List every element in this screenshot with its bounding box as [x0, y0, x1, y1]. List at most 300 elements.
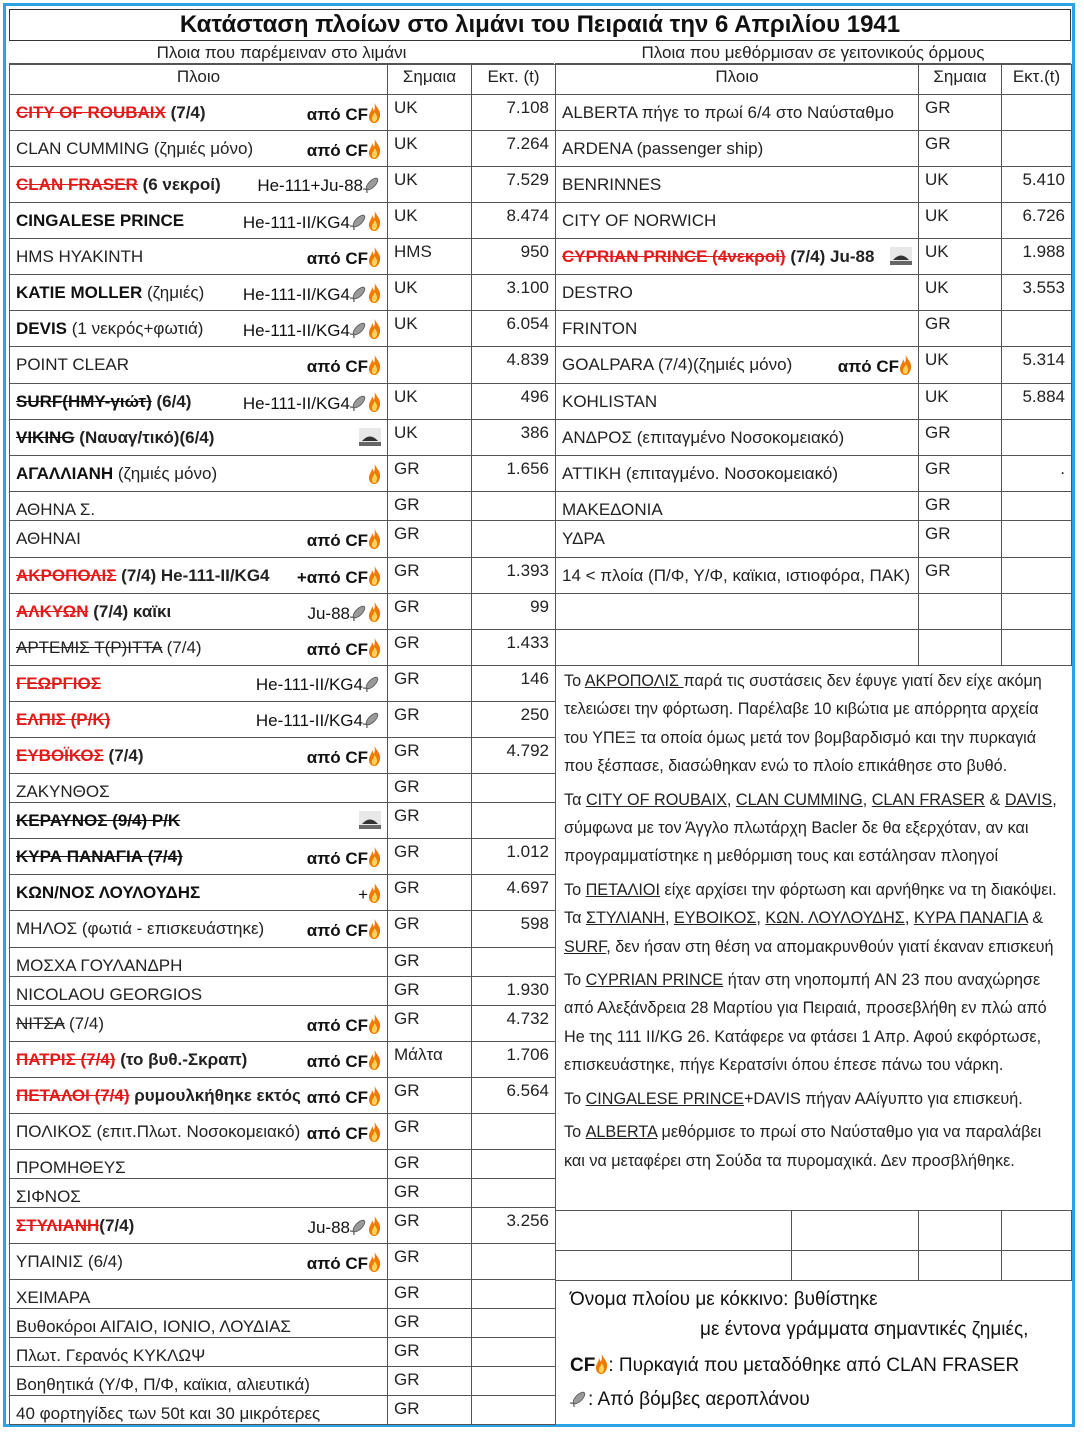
table-row: [10, 630, 556, 666]
ship-detail: (Ναυαγ/τικό)(6/4): [74, 428, 215, 447]
ship-detail: (1 νεκρός+φωτιά): [67, 319, 204, 338]
damage-cause: [307, 1122, 381, 1144]
ship-name-cell: [10, 167, 388, 203]
tonnage-cell: [472, 803, 556, 839]
empty-cell: [556, 1251, 792, 1281]
damage-cause-text: από CF: [306, 141, 368, 160]
tonnage-cell: [472, 1309, 556, 1338]
legend-cf-label: CF: [570, 1355, 596, 1376]
ship-name-cell: [10, 275, 388, 311]
flag-cell: GR: [919, 311, 1002, 347]
tonnage-cell: [472, 1280, 556, 1309]
damage-cause-text: He-111-II/KG4: [255, 675, 363, 694]
ship-name-cell: [10, 420, 388, 456]
ship-name: ΚΩΝ/ΝΟΣ ΛΟΥΛΟΥΔΗΣ: [16, 883, 201, 902]
ship-name: ΣΙΦΝΟΣ: [16, 1187, 81, 1206]
ship-name: ARDENA (passenger ship): [562, 139, 764, 158]
damage-cause: [307, 139, 381, 161]
bomb-icon: [363, 710, 381, 728]
flag-cell: UK: [388, 131, 472, 167]
ship-name: ΠΕΤΑΛΟΙ (7/4): [16, 1086, 130, 1105]
table-row: [556, 456, 1072, 492]
empty-cell: [556, 630, 919, 666]
damage-cause: [368, 464, 381, 486]
ship-name-cell: [10, 311, 388, 347]
empty-row: [556, 630, 1072, 666]
tonnage-cell: 5.884: [1002, 384, 1072, 420]
damage-cause-text: +: [358, 885, 368, 904]
ship-name-cell: [556, 275, 919, 311]
fire-icon: [368, 139, 381, 159]
damage-cause: [358, 883, 381, 905]
flag-cell: GR: [388, 1150, 472, 1179]
ship-name: CINGALESE PRINCE: [16, 211, 185, 230]
ship-name-cell: [10, 347, 388, 384]
flag-cell: GR: [388, 521, 472, 558]
bomb-icon: [350, 1217, 368, 1235]
table-row: [10, 275, 556, 311]
wreck-icon: [890, 247, 912, 265]
ship-name: ALBERTA πήγε το πρωί 6/4 στο Ναύσταθμο: [562, 103, 894, 122]
damage-cause-text: He-111-II/KG4: [242, 321, 350, 340]
flag-cell: GR: [919, 521, 1002, 558]
tonnage-cell: 7.529: [472, 167, 556, 203]
ship-name: ΖΑΚΥΝΘΟΣ: [16, 782, 110, 801]
fire-icon: [899, 355, 912, 375]
table-row: [10, 311, 556, 347]
tonnage-cell: 5.314: [1002, 347, 1072, 384]
ship-name-cell: [556, 492, 919, 521]
ship-name: ΑΚΡΟΠΟΛΙΣ: [16, 566, 117, 585]
flag-cell: UK: [388, 420, 472, 456]
damage-cause: [257, 175, 381, 196]
damage-cause: [307, 602, 381, 624]
right-header-flag: Σημαια: [919, 65, 1002, 95]
tonnage-cell: 8.474: [472, 203, 556, 239]
ship-name-cell: [10, 738, 388, 774]
flag-cell: UK: [388, 311, 472, 347]
ship-detail: (ζημιές μόνο): [113, 464, 218, 483]
ship-name: ΜΟΣΧΑ ΓΟΥΛΑΝΔΡΗ: [16, 956, 183, 975]
damage-cause-text: He-111-II/KG4: [242, 285, 350, 304]
ship-name: ΜΗΛΟΣ (φωτιά - επισκευάστηκε): [16, 919, 265, 938]
ship-name: DEVIS: [16, 319, 68, 338]
flag-cell: GR: [388, 1078, 472, 1114]
ship-name-cell: [10, 839, 388, 875]
table-row: [10, 203, 556, 239]
ship-name-cell: [10, 774, 388, 803]
flag-cell: UK: [919, 384, 1002, 420]
flag-cell: GR: [388, 1114, 472, 1150]
table-row: [10, 521, 556, 558]
fire-icon: [368, 355, 381, 375]
flag-cell: GR: [388, 594, 472, 630]
flag-cell: GR: [388, 738, 472, 774]
tonnage-cell: 386: [472, 420, 556, 456]
empty-cell: [1002, 1211, 1072, 1251]
tonnage-cell: 7.108: [472, 95, 556, 131]
fire-icon: [368, 1014, 381, 1034]
ship-name-cell: [10, 1208, 388, 1244]
note-alberta: Το ALBERTA μεθόρμισε το πρωί στο Ναύσταθμο για να παραλάβει και να μεταφέρει στη Σούδα τα πυρομαχικά. Δεν προσβλήθηκε.: [564, 1123, 1042, 1170]
flag-cell: UK: [919, 239, 1002, 275]
note-cyprian-prince: Το CYPRIAN PRINCE ήταν στη νηοπομπή AN 23 που αναχώρησε από Αλεξάνδρεια 28 Μαρτίου για Πειραιά, προσεβλήθη εν πλώ από He της 111 II/KG 26. Κατάφερε να φτάσει 1 Απρ. Αφού εκφόρτωσε, επισκευάστηκε, πήγε Κερατσίνι όπου έπεσε πάνω του νάρκη.: [564, 971, 1047, 1075]
flag-cell: GR: [388, 1338, 472, 1367]
table-row: [10, 1179, 556, 1208]
ship-name: ΜΑΚΕΔΟΝΙΑ: [562, 500, 663, 519]
ship-name: 14 < πλοία (Π/Φ, Υ/Φ, καϊκια, ιστιοφόρα, ΠΑΚ): [562, 566, 911, 585]
ship-name-cell: [556, 239, 919, 275]
flag-cell: GR: [388, 1367, 472, 1396]
table-row: [10, 1309, 556, 1338]
right-ship-table: [555, 64, 1072, 666]
flag-cell: GR: [919, 558, 1002, 594]
tonnage-cell: 146: [472, 666, 556, 702]
ship-name: ΠΟΛΙΚΟΣ (επιτ.Πλωτ. Νοσοκομειακό): [16, 1122, 301, 1141]
ship-name: POINT CLEAR: [16, 355, 130, 374]
damage-cause-text: από CF: [306, 531, 368, 550]
ship-name-cell: [556, 558, 919, 594]
ship-name: ΕΛΠΙΣ (Ρ/Κ): [16, 710, 111, 729]
tonnage-cell: 1.706: [472, 1042, 556, 1078]
fire-icon: [368, 392, 381, 412]
flag-cell: GR: [919, 95, 1002, 131]
damage-cause-text: από CF: [306, 748, 368, 767]
fire-icon: [368, 847, 381, 867]
damage-cause-text: από CF: [306, 640, 368, 659]
damage-cause: [307, 247, 381, 269]
flag-cell: GR: [388, 1006, 472, 1042]
flag-cell: GR: [388, 977, 472, 1006]
ship-detail: (6 νεκροί): [137, 175, 221, 194]
table-row: [556, 167, 1072, 203]
damage-cause: [256, 710, 381, 731]
fire-icon: [368, 529, 381, 549]
table-row: [10, 420, 556, 456]
tonnage-cell: [472, 1367, 556, 1396]
flag-cell: GR: [388, 666, 472, 702]
legend-sunk: Όνομα πλοίου με κόκκινο: βυθίστηκε: [570, 1289, 878, 1310]
tonnage-cell: [1002, 558, 1072, 594]
ship-name-cell: [556, 384, 919, 420]
tonnage-cell: 1.930: [472, 977, 556, 1006]
flag-cell: UK: [919, 347, 1002, 384]
damage-cause-text: από CF: [306, 105, 368, 124]
tonnage-cell: 1.988: [1002, 239, 1072, 275]
empty-cell: [1002, 594, 1072, 630]
ship-name-cell: [10, 203, 388, 239]
table-row: [556, 420, 1072, 456]
ship-name: GOALPARA (7/4)(ζημιές μόνο): [562, 355, 793, 374]
damage-cause-text: από CF: [306, 921, 368, 940]
legend-bomb: [570, 1385, 1060, 1415]
table-row: [10, 131, 556, 167]
damage-cause: [890, 247, 912, 267]
table-row: [10, 594, 556, 630]
table-row: [10, 347, 556, 384]
ship-name-cell: [10, 630, 388, 666]
fire-icon: [368, 1252, 381, 1272]
legend: [570, 1285, 1060, 1415]
ship-name-cell: [10, 977, 388, 1006]
tonnage-cell: 7.264: [472, 131, 556, 167]
damage-cause-text: Ju-88: [307, 604, 350, 623]
legend-bomb-text: : Από βόμβες αεροπλάνου: [588, 1389, 810, 1410]
damage-cause: [359, 811, 381, 831]
table-row: [10, 456, 556, 492]
fire-icon: [368, 566, 381, 586]
empty-cell: [556, 1211, 792, 1251]
wreck-icon: [359, 428, 381, 446]
ship-name: ΑΓΑΛΛΙΑΝΗ: [16, 464, 114, 483]
tonnage-cell: 1.393: [472, 558, 556, 594]
left-header-ship: Πλοιο: [10, 65, 388, 95]
ship-name-cell: [10, 1280, 388, 1309]
bomb-icon: [363, 674, 381, 692]
ship-name-cell: [10, 1150, 388, 1179]
tonnage-cell: 4.792: [472, 738, 556, 774]
ship-name: Βυθοκόροι ΑΙΓΑΙΟ, ΙΟΝΙΟ, ΛΟΥΔΙΑΣ: [16, 1317, 291, 1336]
ship-name-cell: [556, 95, 919, 131]
ship-name: ΥΔΡΑ: [562, 529, 605, 548]
damage-cause-text: He-111-II/KG4: [242, 394, 350, 413]
left-subtitle: Πλοια που παρέμειναν στο λιμάνι: [9, 42, 554, 64]
tonnage-cell: 99: [472, 594, 556, 630]
left-header-flag: Σημαια: [388, 65, 472, 95]
damage-cause: [307, 1252, 381, 1274]
empty-cell: [1002, 1251, 1072, 1281]
ship-name: ΚΥΡΑ ΠΑΝΑΓΙΑ (7/4): [16, 847, 183, 866]
ship-name: ΣΤΥΛΙΑΝΗ: [16, 1216, 100, 1235]
empty-grid: [555, 1210, 1072, 1281]
table-row: [556, 131, 1072, 167]
ship-name: ΑΡΤΕΜΙΣ Τ(Ρ)ΙΤΤΑ: [16, 638, 162, 657]
flag-cell: UK: [919, 275, 1002, 311]
table-row: [10, 875, 556, 911]
damage-cause: [243, 319, 381, 341]
empty-cell: [792, 1251, 919, 1281]
ship-name: ΑΘΗΝΑΙ: [16, 529, 81, 548]
table-row: [10, 558, 556, 594]
damage-cause-text: από CF: [306, 249, 368, 268]
ship-detail: (7/4): [99, 1216, 135, 1235]
bomb-icon: [350, 603, 368, 621]
flag-cell: GR: [388, 774, 472, 803]
ship-detail: (7/4) He-111-II/KG4: [116, 566, 270, 585]
ship-name-cell: [556, 203, 919, 239]
flag-cell: GR: [388, 630, 472, 666]
ship-name: FRINTON: [562, 319, 638, 338]
right-subtitle: Πλοια που μεθόρμισαν σε γειτονικούς όρμους: [555, 42, 1071, 64]
tonnage-cell: [472, 1179, 556, 1208]
fire-icon: [368, 247, 381, 267]
ship-name-cell: [10, 521, 388, 558]
flag-cell: GR: [388, 492, 472, 521]
flag-cell: GR: [388, 839, 472, 875]
flag-cell: GR: [388, 875, 472, 911]
fire-icon: [368, 919, 381, 939]
legend-fire-text: : Πυρκαγιά που μεταδόθηκε από CLAN FRASER: [608, 1355, 1020, 1376]
tonnage-cell: 4.839: [472, 347, 556, 384]
tonnage-cell: 1.012: [472, 839, 556, 875]
ship-detail: (ζημιές): [142, 283, 205, 302]
tonnage-cell: [1002, 95, 1072, 131]
ship-detail: (7/4) καϊκι: [88, 602, 172, 621]
damage-cause: [359, 428, 381, 448]
damage-cause-text: He-111-II/KG4: [242, 213, 350, 232]
fire-icon: [368, 464, 381, 484]
ship-name: VIKING: [16, 428, 75, 447]
fire-icon: [368, 283, 381, 303]
ship-name-cell: [10, 1396, 388, 1425]
flag-cell: GR: [388, 1309, 472, 1338]
table-row: [10, 977, 556, 1006]
table-row: [10, 239, 556, 275]
damage-cause: [307, 1014, 381, 1036]
tonnage-cell: 950: [472, 239, 556, 275]
flag-cell: UK: [919, 203, 1002, 239]
flag-cell: UK: [388, 167, 472, 203]
ship-name: CYPRIAN PRINCE (4νεκροί): [562, 247, 786, 266]
flag-cell: GR: [388, 1208, 472, 1244]
table-row: [10, 774, 556, 803]
ship-detail: (7/4): [64, 1014, 104, 1033]
table-row: [10, 1006, 556, 1042]
ship-name-cell: [10, 1078, 388, 1114]
damage-cause: [243, 392, 381, 414]
ship-name-cell: [10, 1114, 388, 1150]
flag-cell: UK: [388, 95, 472, 131]
table-row: [556, 311, 1072, 347]
flag-cell: GR: [388, 948, 472, 977]
legend-damaged: με έντονα γράμματα σημαντικές ζημιές,: [700, 1319, 1029, 1340]
ship-name: ΑΤΤΙΚΗ (επιταγμένο. Νοσοκομειακό): [562, 464, 839, 483]
ship-detail: (7/4): [165, 103, 206, 122]
flag-cell: UK: [919, 167, 1002, 203]
wreck-icon: [359, 811, 381, 829]
tonnage-cell: [472, 774, 556, 803]
damage-cause: [307, 355, 381, 377]
fire-icon: [368, 746, 381, 766]
damage-cause: [307, 919, 381, 941]
fire-icon: [368, 602, 381, 622]
damage-cause-text: από CF: [837, 357, 899, 376]
ship-name-cell: [10, 1006, 388, 1042]
damage-cause-text: από CF: [306, 1052, 368, 1071]
ship-name: ΝΙΤΣΑ: [16, 1014, 65, 1033]
ship-name-cell: [10, 594, 388, 630]
damage-cause: [307, 103, 381, 125]
bomb-icon: [363, 175, 381, 193]
table-row: [556, 521, 1072, 558]
ship-name: ΑΛΚΥΩΝ: [16, 602, 89, 621]
ship-name: CITY OF NORWICH: [562, 211, 717, 230]
ship-name: CLAN CUMMING (ζημιές μόνο): [16, 139, 254, 158]
table-row: [10, 167, 556, 203]
damage-cause-text: από CF: [306, 357, 368, 376]
tonnage-cell: [1002, 492, 1072, 521]
tonnage-cell: 6.054: [472, 311, 556, 347]
ship-name: CLAN FRASER: [16, 175, 138, 194]
damage-cause-text: Ju-88: [307, 1218, 350, 1237]
ship-name: NICOLAOU GEORGIOS: [16, 985, 203, 1004]
fire-icon: [368, 319, 381, 339]
table-row: [556, 347, 1072, 384]
fire-icon: [368, 103, 381, 123]
damage-cause: [256, 674, 381, 695]
ship-detail: (το βυθ.-Σκραπ): [115, 1050, 248, 1069]
damage-cause-text: He-111-II/KG4: [255, 711, 363, 730]
table-row: [10, 738, 556, 774]
ship-name-cell: [10, 384, 388, 420]
flag-cell: GR: [388, 702, 472, 738]
ship-name: ΠΑΤΡΙΣ (7/4): [16, 1050, 116, 1069]
note-british-ships: Τα CITY OF ROUBAIX, CLAN CUMMING, CLAN FRASER & DAVIS, σύμφωνα με τον Άγγλο πλωτάρχη Bacler δε θα εξερχόταν, αν και προγραμματίστηκε η μεθόρμιση τους και εστάλησαν πλοηγοί: [564, 790, 1057, 866]
tonnage-cell: [472, 1244, 556, 1280]
ship-name-cell: [10, 1309, 388, 1338]
damage-cause: [307, 638, 381, 660]
damage-cause: [297, 566, 381, 588]
empty-cell: [1002, 630, 1072, 666]
tonnage-cell: [472, 948, 556, 977]
flag-cell: GR: [388, 1280, 472, 1309]
damage-cause-text: από CF: [306, 1016, 368, 1035]
left-header-tons: Εκτ. (t): [472, 65, 556, 95]
empty-row: [556, 594, 1072, 630]
ship-name: Πλωτ. Γερανός ΚΥΚΛΩΨ: [16, 1346, 206, 1365]
fire-icon: [368, 1216, 381, 1236]
ship-name-cell: [10, 1179, 388, 1208]
damage-cause-text: από CF: [306, 1254, 368, 1273]
damage-cause-text: He-111+Ju-88: [257, 176, 363, 195]
tonnage-cell: 1.656: [472, 456, 556, 492]
tonnage-cell: [472, 1114, 556, 1150]
ship-name: Βοηθητικά (Υ/Φ, Π/Φ, καϊκια, αλιευτικά): [16, 1375, 310, 1394]
table-row: [10, 1280, 556, 1309]
tonnage-cell: 3.100: [472, 275, 556, 311]
bomb-icon: [350, 320, 368, 338]
tonnage-cell: 250: [472, 702, 556, 738]
ship-name: DESTRO: [562, 283, 633, 302]
left-ship-table: [9, 64, 556, 1425]
table-row: [556, 95, 1072, 131]
ship-name: CITY OF ROUBAIX: [16, 103, 166, 122]
table-row: [556, 558, 1072, 594]
table-row: [556, 275, 1072, 311]
ship-name-cell: [10, 1338, 388, 1367]
ship-name: ΑΝΔΡΟΣ (επιταγμένο Νοσοκομειακό): [562, 428, 845, 447]
table-row: [10, 1367, 556, 1396]
tonnage-cell: 5.410: [1002, 167, 1072, 203]
damage-cause: [307, 1216, 381, 1238]
bomb-icon: [350, 212, 368, 230]
right-header-ship: Πλοιο: [556, 65, 919, 95]
ship-detail: (7/4): [103, 746, 144, 765]
damage-cause-text: από CF: [306, 1124, 368, 1143]
tonnage-cell: [472, 1150, 556, 1179]
empty-cell: [556, 594, 919, 630]
damage-cause: [307, 529, 381, 551]
ship-name-cell: [10, 1042, 388, 1078]
ship-name: KATIE MOLLER: [16, 283, 143, 302]
tonnage-cell: 4.697: [472, 875, 556, 911]
ship-name: HMS HYAKINTH: [16, 247, 144, 266]
damage-cause: [243, 211, 381, 233]
damage-cause: [307, 746, 381, 768]
page-title: Κατάσταση πλοίων στο λιμάνι του Πειραιά την 6 Απριλίου 1941: [9, 9, 1071, 41]
ship-name-cell: [556, 311, 919, 347]
table-row: [10, 839, 556, 875]
